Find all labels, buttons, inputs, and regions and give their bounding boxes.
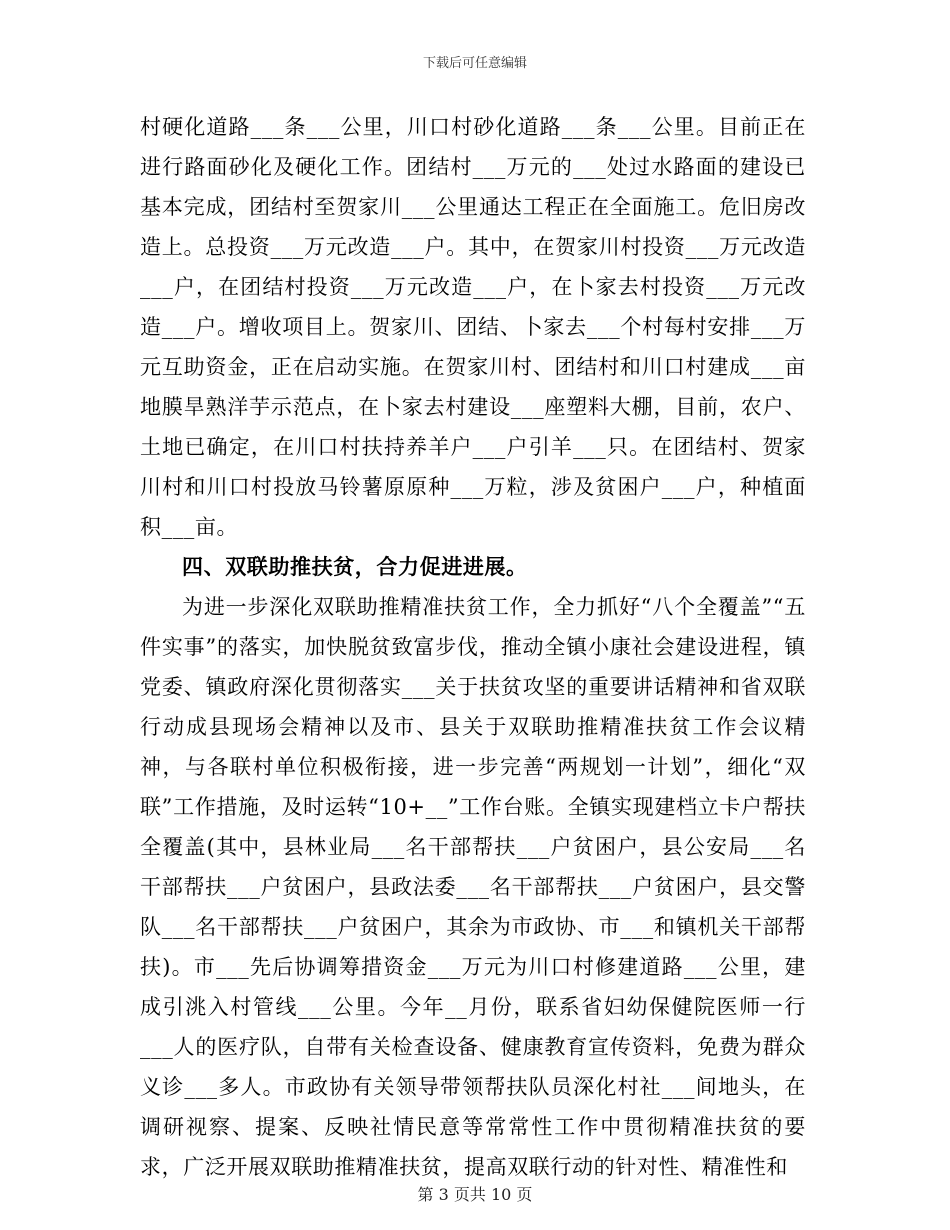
document-body bbox=[140, 107, 806, 1187]
section-heading: 四、双联助推扶贫，合力促进进展。 bbox=[182, 554, 528, 579]
page-number: 第 3 页共 10 页 bbox=[417, 1185, 533, 1204]
page-header: 下载后可任意编辑 bbox=[422, 56, 527, 71]
body-paragraph: 村硬化道路___条___公里，川口村砂化道路___条___公里。目前正在进行路面砂化及硬化工作。团结村___万元的___处过水路面的建设已基本完成，团结村至贺家川___公里通达工程正在全面施工。危旧房改造上。总投资___万元改造___户。其中，在贺家川村投资___万元改造___户，在团结村投资___万元改造___户，在卜家去村投资___万元改造___户。增收项目上。贺家川、团结、卜家去___个村每村安排___万元互助资金，正在启动实施。在贺家川村、团结村和川口村建成___亩地膜旱熟洋芋示范点，在卜家去村建设___座塑料大棚，目前，农户、土地已确定，在川口村扶持养羊户___户引羊___只。在团结村、贺家川村和川口村投放马铃薯原原种___万粒，涉及贫困户___户，种植面积___亩。 bbox=[140, 115, 806, 539]
body-paragraph: 为进一步深化双联助推精准扶贫工作，全力抓好“八个全覆盖”“五件实事”的落实，加快脱贫致富步伐，推动全镇小康社会建设进程，镇党委、镇政府深化贯彻落实___关于扶贫攻坚的重要讲话精神和省双联行动成县现场会精神以及市、县关于双联助推精准扶贫工作会议精神，与各联村单位积极衔接，进一步完善“两规划一计划”，细化“双联”工作措施，及时运转“10+__”工作台账。全镇实现建档立卡户帮扶全覆盖(其中，县林业局___名干部帮扶___户贫困户，县公安局___名干部帮扶___户贫困户，县政法委___名干部帮扶___户贫困户，县交警队___名干部帮扶___户贫困户，其余为市政协、市___和镇机关干部帮扶)。市___先后协调筹措资金___万元为川口村修建道路___公里，建成引洮入村管线___公里。今年__月份，联系省妇幼保健院医师一行___人的医疗队，自带有关检查设备、健康教育宣传资料，免费为群众义诊___多人。市政协有关领导带领帮扶队员深化村社___间地头，在调研视察、提案、反映社情民意等常常性工作中贯彻精准扶贫的要求，广泛开展双联助推精准扶贫，提高双联行动的针对性、精准性和 bbox=[140, 595, 806, 1179]
